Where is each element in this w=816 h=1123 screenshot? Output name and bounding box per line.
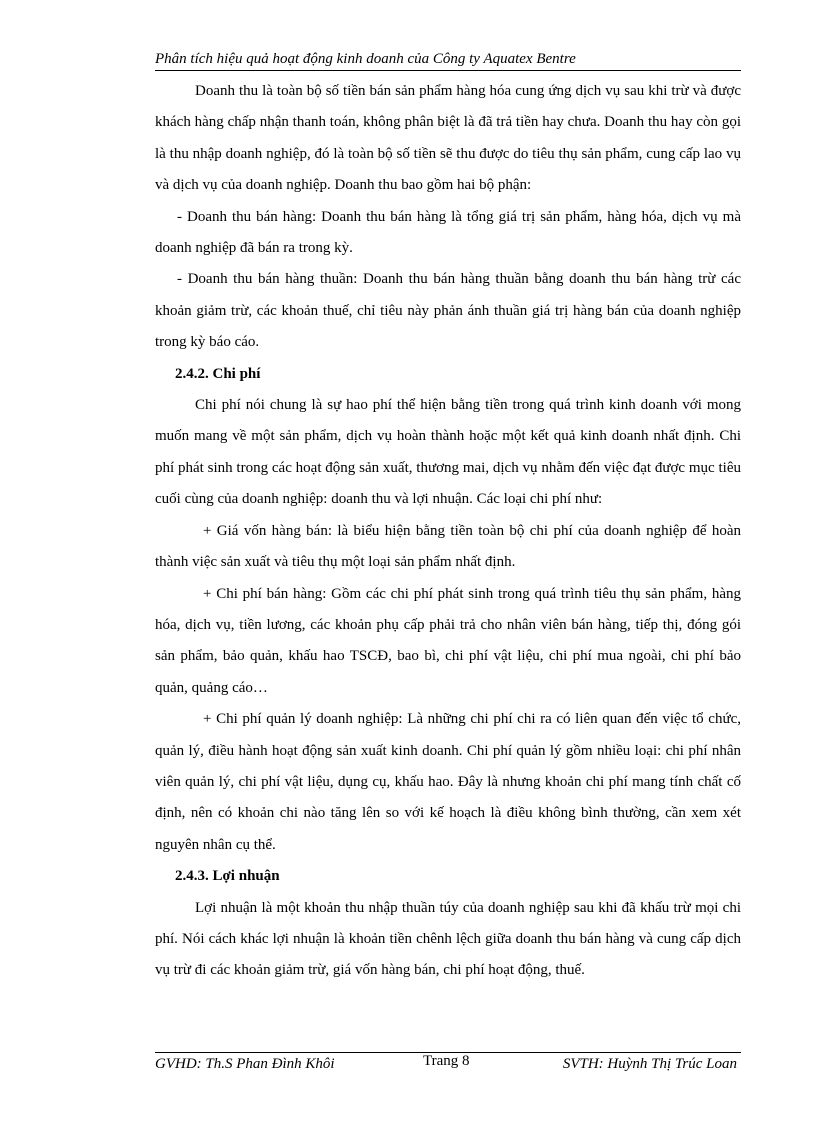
paragraph-selling-expenses: + Chi phí bán hàng: Gồm các chi phí phát sinh trong quá trình tiêu thụ sản phẩm, hàng hóa, dịch vụ, tiền lương, các khoản phụ cấp phải trả cho nhân viên bán hàng, tiếp thị, đóng gói sản phẩm, bảo quản, khấu hao TSCĐ, bao bì, chi phí vật liệu, chi phí mua ngoài, chi phí bảo quản, quảng cáo… — [155, 585, 741, 696]
paragraph-revenue-definition: Doanh thu là toàn bộ số tiền bán sản phẩm hàng hóa cung ứng dịch vụ sau khi trừ và được khách hàng chấp nhận thanh toán, không phân biệt là đã trả tiền hay chưa. Doanh thu hay còn gọi là thu nhập doanh nghiệp, đó là toàn bộ số tiền sẽ thu được do tiêu thụ sản phẩm, cung cấp lao vụ và dịch vụ của doanh nghiệp. Doanh thu bao gồm hai bộ phận: — [155, 83, 741, 194]
paragraph-cost-of-goods-sold: + Giá vốn hàng bán: là biểu hiện bằng tiền toàn bộ chi phí của doanh nghiệp để hoàn thành việc sản xuất và tiêu thụ một loại sản phẩm nhất định. — [155, 522, 741, 571]
paragraph-costs-definition: Chi phí nói chung là sự hao phí thể hiện bằng tiền trong quá trình kinh doanh với mong muốn mang về một sản phẩm, dịch vụ hoàn thành hoặc một kết quả kinh doanh nhất định. Chi phí phát sinh trong các hoạt động sản xuất, thương mai, dịch vụ nhằm đến việc đạt được mục tiêu cuối cùng của doanh nghiệp: doanh thu và lợi nhuận. Các loại chi phí như: — [155, 397, 741, 508]
paragraph-admin-expenses: + Chi phí quản lý doanh nghiệp: Là những chi phí chi ra có liên quan đến việc tổ chức, quản lý, điều hành hoạt động sản xuất kinh doanh. Chi phí quản lý gồm nhiều loại: chi phí nhân viên quản lý, chi phí vật liệu, dụng cụ, khấu hao. Đây là nhưng khoản chi phí mang tính chất cố định, nên có khoản chi nào tăng lên so với kế hoạch là điều không bình thường, cần xem xét nguyên nhân cụ thể. — [155, 711, 741, 853]
running-header: Phân tích hiệu quả hoạt động kinh doanh của Công ty Aquatex Bentre — [155, 51, 576, 67]
section-heading-profit: 2.4.3. Lợi nhuận — [175, 868, 280, 885]
paragraph-net-sales-revenue: - Doanh thu bán hàng thuần: Doanh thu bán hàng thuần bằng doanh thu bán hàng trừ các khoản giảm trừ, các khoản thuế, chỉ tiêu này phản ánh thuần giá trị hàng bán của doanh nghiệp trong kỳ báo cáo. — [155, 271, 741, 351]
page-body — [155, 76, 741, 987]
running-footer — [155, 1053, 741, 1078]
paragraph-profit-definition: Lợi nhuận là một khoản thu nhập thuần túy của doanh nghiệp sau khi đã khấu trừ mọi chi phí. Nói cách khác lợi nhuận là khoản tiền chênh lệch giữa doanh thu bán hàng và cung cấp dịch vụ trừ đi các khoản giảm trừ, giá vốn hàng bán, chi phí hoạt động, thuế. — [155, 899, 741, 979]
header-divider — [155, 70, 741, 71]
section-heading-costs: 2.4.2. Chi phí — [175, 365, 261, 382]
footer-advisor: GVHD: Th.S Phan Đình Khôi — [155, 1056, 335, 1072]
page-number: Trang 8 — [423, 1053, 470, 1069]
footer-student: SVTH: Huỳnh Thị Trúc Loan — [562, 1056, 737, 1072]
paragraph-sales-revenue: - Doanh thu bán hàng: Doanh thu bán hàng là tổng giá trị sản phẩm, hàng hóa, dịch vụ mà doanh nghiệp đã bán ra trong kỳ. — [155, 208, 741, 257]
